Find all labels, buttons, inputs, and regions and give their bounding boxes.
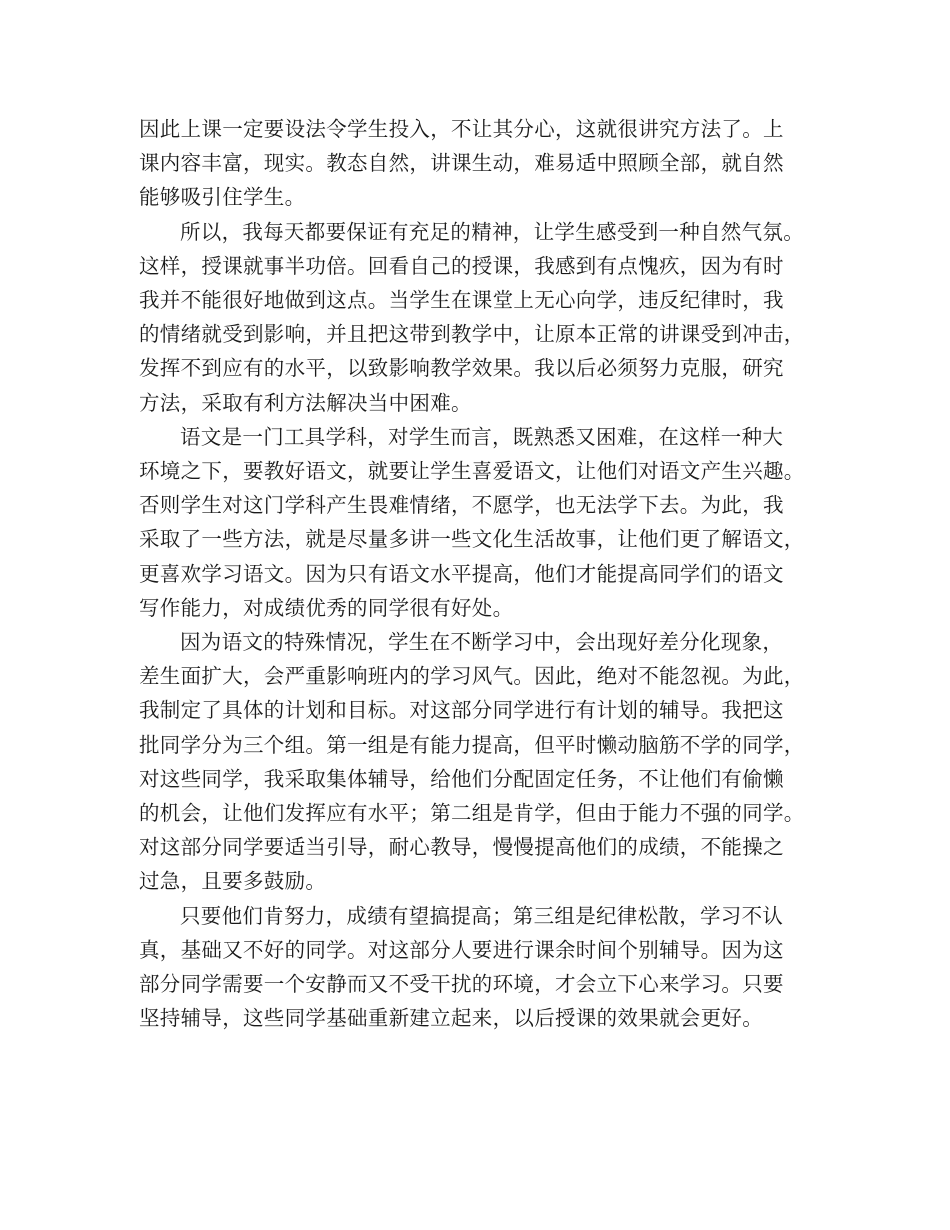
paragraph-2 bbox=[139, 215, 819, 420]
text-line: 的情绪就受到影响，并且把这带到教学中，让原本正常的讲课受到冲击， bbox=[139, 322, 805, 347]
text-line: 课内容丰富，现实。教态自然，讲课生动，难易适中照顾全部，就自然 bbox=[139, 151, 784, 176]
paragraph-1 bbox=[139, 112, 819, 215]
paragraph-3 bbox=[139, 420, 819, 625]
text-line: 这样，授课就事半功倍。回看自己的授课，我感到有点愧疚，因为有时 bbox=[139, 253, 784, 278]
text-line: 否则学生对这门学科产生畏难情绪，不愿学，也无法学下去。为此，我 bbox=[139, 493, 784, 518]
text-line: 因此上课一定要设法令学生投入，不让其分心，这就很讲究方法了。上 bbox=[139, 117, 784, 141]
text-line: 差生面扩大，会严重影响班内的学习风气。因此，绝对不能忽视。为此， bbox=[139, 664, 805, 689]
text-line: 只要他们肯努力，成绩有望搞提高；第三组是纪律松散，学习不认 bbox=[180, 903, 784, 928]
text-line: 发挥不到应有的水平，以致影响教学效果。我以后必须努力克服，研究 bbox=[139, 356, 784, 381]
text-line: 我并不能很好地做到这点。当学生在课堂上无心向学，违反纪律时，我 bbox=[139, 288, 784, 313]
text-line: 对这些同学，我采取集体辅导，给他们分配固定任务，不让他们有偷懒 bbox=[139, 766, 784, 791]
text-line: 环境之下，要教好语文，就要让学生喜爱语文，让他们对语文产生兴趣。 bbox=[139, 459, 805, 484]
text-line: 部分同学需要一个安静而又不受干扰的环境，才会立下心来学习。只要 bbox=[139, 972, 784, 997]
document-body bbox=[139, 112, 819, 1035]
text-line: 更喜欢学习语文。因为只有语文水平提高，他们才能提高同学们的语文 bbox=[139, 561, 784, 586]
text-line: 真，基础又不好的同学。对这部分人要进行课余时间个别辅导。因为这 bbox=[139, 937, 784, 962]
text-line: 坚持辅导，这些同学基础重新建立起来，以后授课的效果就会更好。 bbox=[139, 1006, 763, 1031]
text-line: 我制定了具体的计划和目标。对这部分同学进行有计划的辅导。我把这 bbox=[139, 698, 784, 723]
text-line: 语文是一门工具学科，对学生而言，既熟悉又困难，在这样一种大 bbox=[180, 424, 784, 449]
text-line: 对这部分同学要适当引导，耐心教导，慢慢提高他们的成绩，不能操之 bbox=[139, 835, 784, 860]
paragraph-5 bbox=[139, 899, 819, 1036]
text-line: 所以，我每天都要保证有充足的精神，让学生感受到一种自然气氛。 bbox=[180, 219, 804, 244]
text-line: 的机会，让他们发挥应有水平；第二组是肯学，但由于能力不强的同学。 bbox=[139, 801, 805, 826]
text-line: 能够吸引住学生。 bbox=[139, 185, 306, 210]
text-line: 过急，且要多鼓励。 bbox=[139, 869, 327, 894]
paragraph-4 bbox=[139, 625, 819, 899]
text-line: 写作能力，对成绩优秀的同学很有好处。 bbox=[139, 595, 514, 620]
text-line: 方法，采取有利方法解决当中困难。 bbox=[139, 390, 472, 415]
text-line: 采取了一些方法，就是尽量多讲一些文化生活故事，让他们更了解语文， bbox=[139, 527, 805, 552]
text-line: 因为语文的特殊情况，学生在不断学习中，会出现好差分化现象， bbox=[180, 630, 784, 655]
text-line: 批同学分为三个组。第一组是有能力提高，但平时懒动脑筋不学的同学， bbox=[139, 732, 805, 757]
